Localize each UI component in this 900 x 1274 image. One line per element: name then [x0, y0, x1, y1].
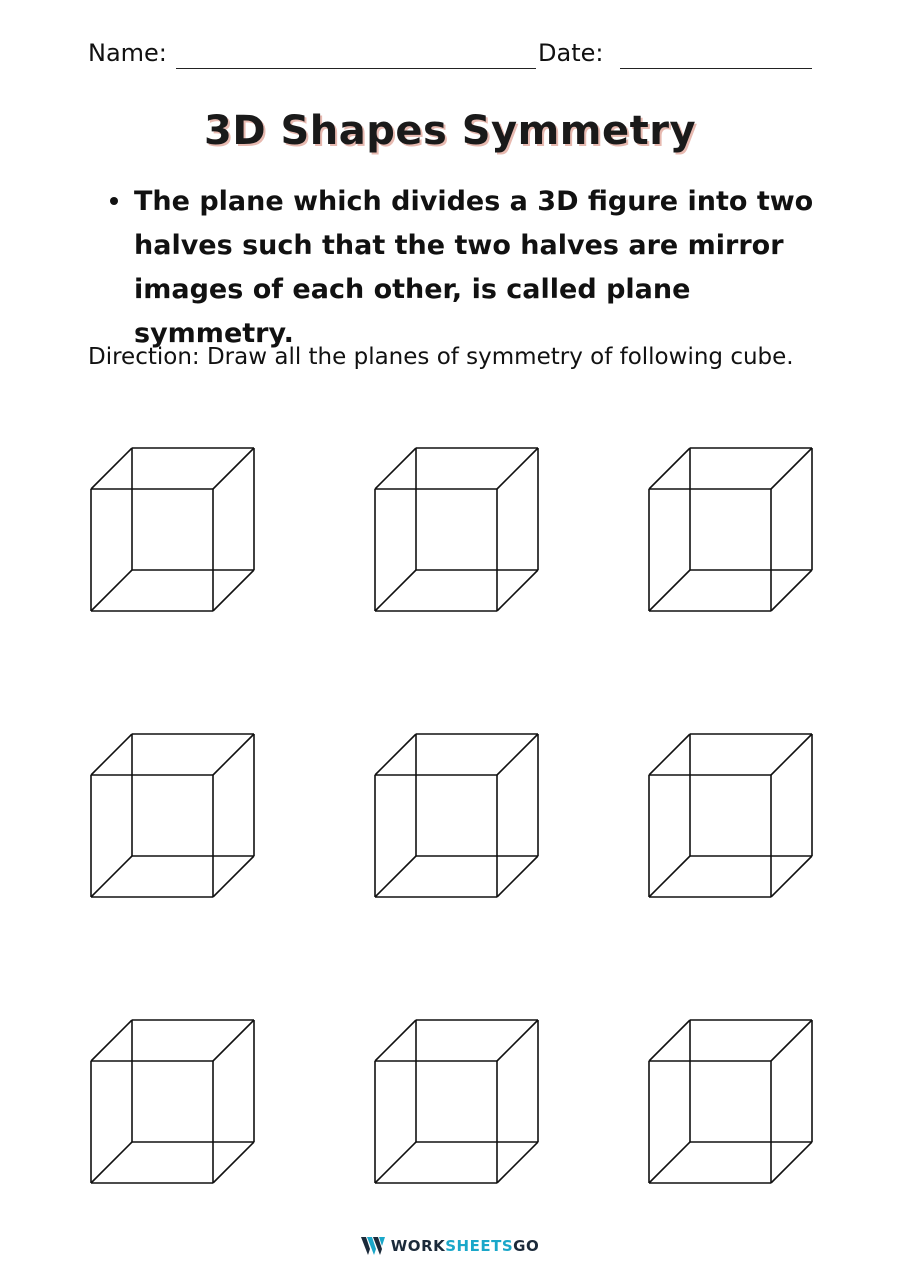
cube-edge — [771, 734, 812, 775]
cube-edge — [649, 1020, 690, 1061]
name-date-header — [88, 38, 818, 74]
brand-part-go: GO — [513, 1237, 540, 1255]
footer-logo — [361, 1237, 539, 1255]
cube-figure[interactable] — [88, 444, 264, 620]
footer — [0, 1234, 900, 1258]
cube-edge — [213, 1020, 254, 1061]
cube-edge — [91, 1020, 132, 1061]
date-field[interactable] — [620, 68, 812, 69]
cube-edge — [771, 856, 812, 897]
cube-icon — [88, 730, 264, 906]
cube-edge — [771, 570, 812, 611]
cube-figure[interactable] — [88, 730, 264, 906]
cube-edge — [497, 734, 538, 775]
footer-brand-text — [391, 1237, 539, 1255]
cube-edge — [649, 1142, 690, 1183]
cube-figure[interactable] — [372, 1016, 548, 1192]
cube-edge — [213, 570, 254, 611]
cube-figure[interactable] — [646, 730, 822, 906]
cube-edge — [649, 856, 690, 897]
cube-edge — [375, 856, 416, 897]
cube-edge — [771, 1142, 812, 1183]
cube-edge — [497, 448, 538, 489]
cube-edge — [649, 570, 690, 611]
cube-edge — [91, 856, 132, 897]
cube-edge — [375, 448, 416, 489]
cube-edge — [213, 856, 254, 897]
cube-edge — [91, 570, 132, 611]
cube-icon — [372, 730, 548, 906]
cube-edge — [497, 1020, 538, 1061]
cube-edge — [649, 734, 690, 775]
cube-edge — [375, 1142, 416, 1183]
cube-edge — [771, 1020, 812, 1061]
cube-figure[interactable] — [646, 444, 822, 620]
cube-edge — [213, 448, 254, 489]
cube-edge — [649, 448, 690, 489]
cube-edge — [91, 734, 132, 775]
cube-grid — [84, 440, 824, 1200]
bullet-dot-icon — [110, 197, 118, 205]
cube-icon — [646, 1016, 822, 1192]
cube-icon — [372, 444, 548, 620]
brand-part-work: WORK — [390, 1237, 446, 1255]
cube-figure[interactable] — [88, 1016, 264, 1192]
definition-text: The plane which divides a 3D figure into two halves such that the two halves are mirror images of each other, is called plane symmetry. — [134, 186, 814, 349]
worksheet-title: 3D Shapes Symmetry — [203, 108, 697, 154]
cube-icon — [646, 444, 822, 620]
cube-edge — [771, 448, 812, 489]
cube-edge — [375, 570, 416, 611]
cube-figure[interactable] — [372, 730, 548, 906]
cube-edge — [375, 1020, 416, 1061]
cube-edge — [497, 856, 538, 897]
worksheetsgo-logo-icon — [361, 1237, 385, 1255]
cube-figure[interactable] — [646, 1016, 822, 1192]
cube-edge — [213, 734, 254, 775]
cube-edge — [375, 734, 416, 775]
cube-icon — [646, 730, 822, 906]
name-label: Name: — [88, 39, 167, 67]
cube-icon — [372, 1016, 548, 1192]
cube-figure[interactable] — [372, 444, 548, 620]
cube-icon — [88, 444, 264, 620]
direction-text: Direction: Draw all the planes of symmetry of following cube. — [88, 344, 794, 370]
cube-edge — [497, 1142, 538, 1183]
cube-edge — [91, 1142, 132, 1183]
brand-part-sheets: SHEETS — [445, 1237, 514, 1255]
name-field[interactable] — [176, 68, 536, 69]
date-label: Date: — [538, 39, 604, 67]
cube-icon — [88, 1016, 264, 1192]
cube-edge — [91, 448, 132, 489]
cube-edge — [497, 570, 538, 611]
cube-edge — [213, 1142, 254, 1183]
